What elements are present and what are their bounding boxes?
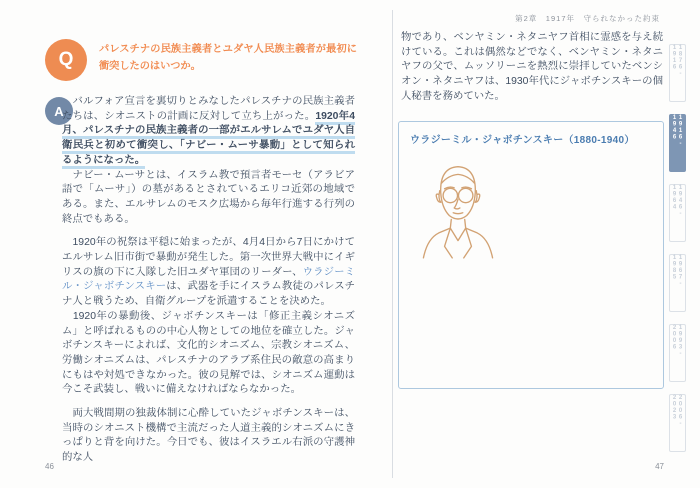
body-text: は、武器を手にイスラム教徒のパレスチナ人と戦うため、自衛グループを派遣することを決めた。 — [62, 281, 355, 308]
chapter-tab-1946-1964: 1946-1964 — [669, 184, 686, 242]
paragraph — [62, 310, 355, 398]
page-number-right: 47 — [655, 462, 664, 471]
question-marker-icon: Q — [45, 39, 87, 81]
chapter-tab-1876-1916: 1876-1916 — [669, 44, 686, 102]
paragraph — [62, 95, 355, 169]
paragraph — [401, 31, 663, 105]
continuation-text — [401, 31, 663, 105]
emphasized-text: 1920年4月、パレスチナの民族主義者の一部がエルサレムでユダヤ人自衛民兵と初めて衝突し、「ナビー・ムーサ暴動」として知られるようになった。 — [62, 111, 355, 169]
chapter-tab-1967-1985: 1967-1985 — [669, 254, 686, 312]
question-text: パレスチナの民族主義者とユダヤ人民族主義者が最初に衝突したのはいつか。 — [99, 44, 357, 72]
chapter-tabs — [669, 44, 687, 464]
body-text: 1920年の祝祭は平穏に始まったが、4月4日から7日にかけてエルサレム旧市街で暴動が発生した。第一次世界大戦中にイギリスの旗の下に入隊した旧ユダヤ軍団のリーダー、 — [62, 237, 355, 278]
body-text: 両大戦間期の独裁体制に心酔していたジャボチンスキーは、当時のシオニスト機構で主流だった人道主義的シオニズムにきっぱりと背を向けた。今日でも、彼はイスラエル右派の守護神的な人 — [62, 408, 355, 464]
jabotinsky-portrait-icon — [410, 154, 506, 260]
question-block — [45, 39, 360, 75]
chapter-tab-1916-1946-active: 1916-1946 — [669, 114, 686, 172]
answer-text — [62, 95, 355, 466]
profile-title: ウラジーミル・ジャボチンスキー（1880-1940） — [410, 135, 635, 146]
running-header: 第2章 1917年 守られなかった約束 — [515, 14, 660, 23]
body-text: バルフォア宣言を裏切りとみなしたパレスチナの民族主義者たちは、シオニストの計画に反対して立ち上がった。 — [62, 96, 355, 122]
profile-box — [398, 121, 664, 389]
keyword-link-text: ウラジーミル・ジャボチンスキー — [62, 266, 356, 293]
body-text: ナビー・ムーサとは、イスラム教で預言者モーセ（アラビア語で「ムーサ」）の墓があるとされているエリコ近郊の地域である。また、エルサレムのモスク広場から毎年行進する行列の終点でもある。 — [62, 169, 355, 225]
body-text: 物であり、ベンヤミン・ネタニヤフ首相に霊感を与え続けている。これは偶然などでなく、ベンヤミン・ネタニヤフの父で、ムッソリーニを熱烈に崇拝していたベンシオン・ネタニヤフは、1930年代にジャボチンスキーの個人秘書を務めていた。 — [401, 32, 663, 102]
body-text: 1920年の暴動後、ジャボチンスキーは「修正主義シオニズム」と呼ばれるものの中心人物としての地位を確立した。ジャボチンスキーによれば、文化的シオニズム、宗教シオニズム、労働シオニズムは、パレスチナのアラブ系住民の敵意の高まりにもはや対処できなかった。彼の見解では、シオニズム運動は今こそ武装し、戦いに備えなければならなかった。 — [62, 310, 355, 396]
chapter-tab-2006-2023: 2006-2023 — [669, 394, 686, 452]
paragraph — [62, 407, 355, 466]
chapter-tab-1993-2006: 1993-2006 — [669, 324, 686, 382]
page-number-left: 46 — [45, 462, 54, 471]
paragraph — [62, 169, 355, 228]
answer-marker-icon: A — [45, 97, 73, 125]
page-gutter-divider — [392, 10, 393, 478]
paragraph — [62, 236, 355, 310]
